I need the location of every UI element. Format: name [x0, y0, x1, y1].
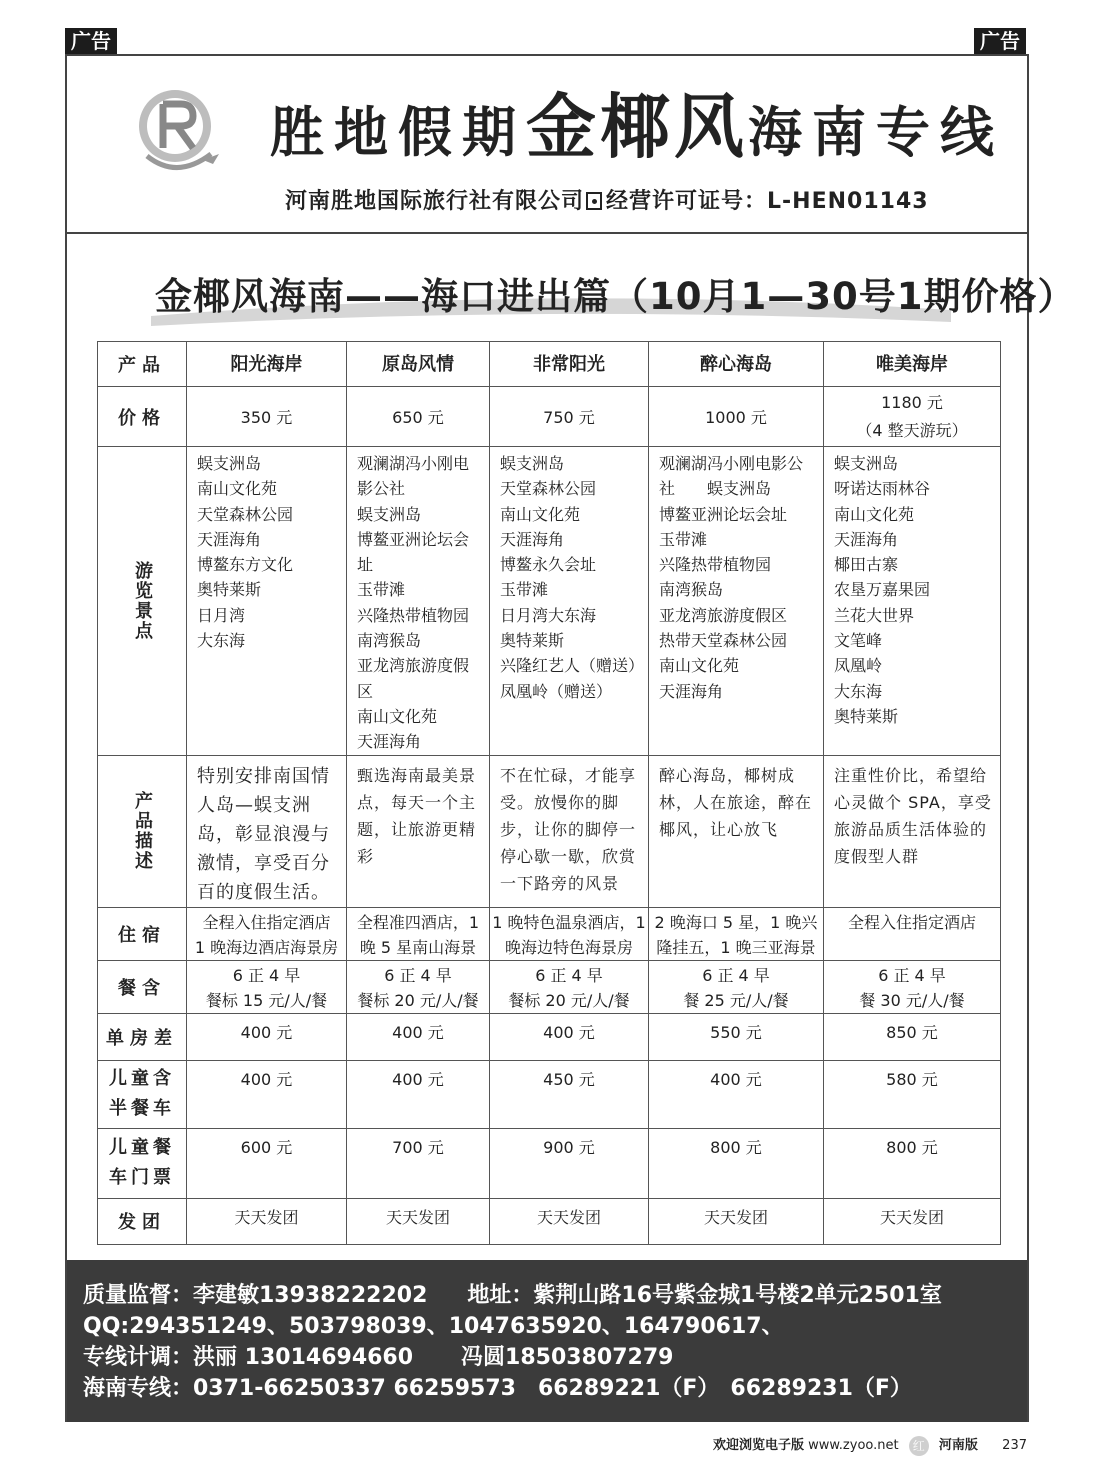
travel-agency-logo-icon [133, 80, 223, 180]
spot-item: 兰花大世界 [834, 605, 915, 625]
spot-item: 博鳌永久会址 [500, 555, 597, 575]
row-label-child-meal: 儿童餐车门票 [98, 1128, 187, 1198]
meal-line: 6 正 4 早 [535, 965, 603, 985]
price-row [98, 387, 1001, 447]
spot-item: 社 蜈支洲岛 [659, 479, 772, 499]
single-room-row [98, 1013, 1001, 1060]
spot-item: 南湾猴岛 [357, 631, 422, 651]
spot-item: 亚龙湾旅游度假 [357, 656, 470, 676]
spot-item: 玉带滩 [500, 580, 549, 600]
spot-item: 农垦万嘉果园 [834, 580, 931, 600]
license-number: 经营许可证号：L-HEN01143 [606, 189, 929, 214]
spot-item: 兴隆热带植物园 [659, 555, 772, 575]
hotel-line: 1 晚海边酒店海景房 [194, 937, 339, 957]
child-half-cell: 400 元 [649, 1060, 824, 1128]
spot-item: 奥特莱斯 [834, 706, 899, 726]
hotel-line: 全程入住指定酒店 [847, 912, 976, 932]
spot-item: 蜈支洲岛 [357, 504, 422, 524]
spot-item: 凤凰岭（赠送） [500, 681, 613, 701]
description-row [98, 755, 1001, 907]
spot-item: 观澜湖冯小刚电 [357, 454, 470, 473]
price-cell: 1000 元 [649, 387, 824, 447]
brand-title-post: 海南专线 [748, 101, 1004, 164]
description-cell: 不在忙碌，才能享受。放慢你的脚步，让你的脚停一停心歇一歇，欣赏一下路旁的风景 [490, 755, 649, 907]
row-label-meal: 餐含 [98, 960, 187, 1013]
product-name: 醉心海岛 [649, 342, 824, 387]
hotel-line: 隆挂五，1 晚三亚海景 [656, 937, 816, 957]
corner-label: 产品 [98, 342, 187, 387]
description-cell: 特别安排南国情人岛—蜈支洲岛，彰显浪漫与激情，享受百分百的度假生活。 [187, 755, 347, 907]
single-room-cell: 850 元 [824, 1013, 1001, 1060]
hotel-cell [824, 907, 1001, 960]
edition-label: 河南版 [938, 1438, 978, 1453]
price-table [97, 341, 1001, 1245]
spot-item: 蜈支洲岛 [834, 454, 899, 473]
brand-title-pre: 胜地假期 [270, 101, 526, 164]
child-half-cell: 400 元 [347, 1060, 490, 1128]
meal-line: 餐标 20 元/人/餐 [508, 990, 630, 1010]
spot-item: 天涯海角 [659, 681, 724, 701]
spot-item: 天堂森林公园 [500, 479, 597, 499]
footer-line-1 [83, 1280, 1027, 1311]
hotel-line: 晚海边特色海景房 [504, 937, 633, 957]
meal-cell [490, 960, 649, 1013]
depart-cell: 天天发团 [347, 1198, 490, 1244]
child-meal-cell: 800 元 [649, 1128, 824, 1198]
depart-cell: 天天发团 [490, 1198, 649, 1244]
price-value: 1180 元 [881, 392, 943, 412]
spots-cell [649, 447, 824, 756]
hotel-line: 1 晚特色温泉酒店，1 [492, 912, 646, 932]
brand-title [270, 84, 1004, 170]
depart-cell: 天天发团 [649, 1198, 824, 1244]
spot-item: 兴隆红艺人（赠送） [500, 656, 645, 676]
depart-cell: 天天发团 [824, 1198, 1001, 1244]
meal-cell [824, 960, 1001, 1013]
subtitle-block [151, 260, 1076, 322]
spot-item: 博鳌亚洲论坛会址 [659, 504, 788, 524]
spot-item: 兴隆热带植物园 [357, 605, 470, 625]
header [67, 56, 1027, 234]
spot-item: 日月湾 [197, 605, 246, 625]
spot-item: 蜈支洲岛 [500, 454, 565, 473]
spot-item: 址 [357, 555, 374, 575]
child-meal-cell: 600 元 [187, 1128, 347, 1198]
spot-item: 大东海 [197, 631, 246, 651]
product-name: 非常阳光 [490, 342, 649, 387]
ad-label-right: 广告 [974, 28, 1026, 54]
spot-item: 南湾猴岛 [659, 580, 724, 600]
child-half-cell: 450 元 [490, 1060, 649, 1128]
spot-item: 文笔峰 [834, 631, 883, 651]
planner-2: 冯圆18503807279 [461, 1345, 674, 1370]
child-half-cell: 580 元 [824, 1060, 1001, 1128]
meal-cell [347, 960, 490, 1013]
row-label-desc [98, 755, 187, 907]
spot-item: 玉带滩 [659, 529, 708, 549]
license-icon [586, 192, 602, 210]
row-label-single: 单房差 [98, 1013, 187, 1060]
spot-item: 凤凰岭 [834, 656, 883, 676]
brand-title-accent: 金椰风 [526, 85, 748, 168]
contact-footer [67, 1260, 1027, 1422]
single-room-cell: 400 元 [347, 1013, 490, 1060]
child-meal-cell: 800 元 [824, 1128, 1001, 1198]
page-number: 237 [1002, 1438, 1027, 1453]
row-label-depart: 发团 [98, 1198, 187, 1244]
spot-item: 蜈支洲岛 [197, 454, 262, 473]
spot-item: 南山文化苑 [197, 479, 278, 499]
row-label-spots-text: 游览景点 [132, 560, 153, 641]
price-cell: 650 元 [347, 387, 490, 447]
spot-item: 椰田古寨 [834, 555, 899, 575]
meal-line: 餐 25 元/人/餐 [683, 990, 789, 1010]
child-meal-row [98, 1128, 1001, 1198]
meal-line: 6 正 4 早 [702, 965, 770, 985]
meal-line: 6 正 4 早 [384, 965, 452, 985]
hotel-row [98, 907, 1001, 960]
spot-item: 影公社 [357, 479, 406, 499]
single-room-cell: 550 元 [649, 1013, 824, 1060]
meal-row [98, 960, 1001, 1013]
child-meal-cell: 900 元 [490, 1128, 649, 1198]
spots-row [98, 447, 1001, 756]
spot-item: 南山文化苑 [500, 504, 581, 524]
single-room-cell: 400 元 [187, 1013, 347, 1060]
spot-item: 呀诺达雨林谷 [834, 479, 931, 499]
footer-line-3 [83, 1342, 1027, 1373]
spot-item: 亚龙湾旅游度假区 [659, 605, 788, 625]
row-label-hotel: 住宿 [98, 907, 187, 960]
quality-supervisor: 质量监督：李建敏13938222202 [83, 1283, 428, 1308]
office-address: 地址：紫荆山路16号紫金城1号楼2单元2501室 [467, 1283, 942, 1308]
row-label-price: 价格 [98, 387, 187, 447]
product-name: 唯美海岸 [824, 342, 1001, 387]
page-subtitle: 金椰风海南——海口进出篇（10月1—30号1期价格） [155, 275, 1076, 318]
spots-cell [187, 447, 347, 756]
spot-item: 大东海 [834, 681, 883, 701]
hotel-cell [187, 907, 347, 960]
hotel-cell [347, 907, 490, 960]
spots-cell [824, 447, 1001, 756]
meal-cell [649, 960, 824, 1013]
hotel-line: 2 晚海口 5 星，1 晚兴 [654, 912, 818, 932]
product-name: 原岛风情 [347, 342, 490, 387]
description-cell: 醉心海岛，椰树成林，人在旅途，醉在椰风，让心放飞 [649, 755, 824, 907]
spot-item: 奥特莱斯 [197, 580, 262, 600]
planner-1: 专线计调：洪丽 13014694660 [83, 1345, 414, 1370]
child-half-cell: 400 元 [187, 1060, 347, 1128]
spot-item: 观澜湖冯小刚电影公 [659, 454, 804, 473]
spot-item: 热带天堂森林公园 [659, 631, 788, 651]
row-label-spots [98, 447, 187, 756]
meal-line: 6 正 4 早 [878, 965, 946, 985]
product-header-row [98, 342, 1001, 387]
depart-cell: 天天发团 [187, 1198, 347, 1244]
meal-cell [187, 960, 347, 1013]
row-label-desc-text: 产品描述 [132, 791, 153, 872]
spots-cell [490, 447, 649, 756]
company-name: 河南胜地国际旅行社有限公司 [285, 189, 585, 214]
company-line [285, 184, 929, 215]
spot-item: 区 [357, 681, 374, 701]
qq-numbers: QQ:294351249、503798039、1047635920、164790617、 [83, 1314, 784, 1339]
spot-item: 南山文化苑 [659, 656, 740, 676]
meal-line: 餐 30 元/人/餐 [859, 990, 965, 1010]
description-cell: 注重性价比，希望给心灵做个 SPA，享受旅游品质生活体验的度假型人群 [824, 755, 1001, 907]
spot-item: 南山文化苑 [357, 706, 438, 726]
meal-line: 餐标 20 元/人/餐 [357, 990, 479, 1010]
description-cell: 甄选海南最美景点，每天一个主题，让旅游更精彩 [347, 755, 490, 907]
spot-item: 南山文化苑 [834, 504, 915, 524]
hotline-numbers: 海南专线：0371-66250337 66259573 66289221（F） 66289231（F） [83, 1376, 912, 1401]
spot-item: 奥特莱斯 [500, 631, 565, 651]
welcome-text: 欢迎浏览电子版 [712, 1438, 804, 1453]
page-bottom-bar [713, 1434, 1027, 1456]
row-label-child-half: 儿童含半餐车 [98, 1060, 187, 1128]
meal-line: 6 正 4 早 [232, 965, 301, 985]
hotel-line: 晚 5 星南山海景 [359, 937, 477, 957]
spot-item: 日月湾大东海 [500, 605, 597, 625]
hotel-line: 全程准四酒店，1 [356, 912, 480, 932]
single-room-cell: 400 元 [490, 1013, 649, 1060]
product-name: 阳光海岸 [187, 342, 347, 387]
advertisement-frame [65, 54, 1076, 1422]
depart-row [98, 1198, 1001, 1244]
spot-item: 玉带滩 [357, 580, 406, 600]
spot-item: 天涯海角 [197, 529, 262, 549]
hotel-cell [490, 907, 649, 960]
red-badge-icon: 红 [909, 1436, 929, 1456]
spot-item: 博鳌东方文化 [197, 555, 294, 575]
spot-item: 博鳌亚洲论坛会 [357, 529, 470, 549]
hotel-line: 全程入住指定酒店 [202, 912, 331, 932]
price-cell [824, 387, 1001, 447]
child-meal-cell: 700 元 [347, 1128, 490, 1198]
spots-cell [347, 447, 490, 756]
spot-item: 天堂森林公园 [197, 504, 294, 524]
ad-label-left: 广告 [65, 28, 117, 54]
spot-item: 天涯海角 [500, 529, 565, 549]
price-cell: 750 元 [490, 387, 649, 447]
price-cell: 350 元 [187, 387, 347, 447]
meal-line: 餐标 15 元/人/餐 [205, 990, 328, 1010]
child-half-row [98, 1060, 1001, 1128]
spot-item: 天涯海角 [357, 732, 422, 752]
price-note: （4 整天游玩） [856, 420, 968, 440]
hotel-cell [649, 907, 824, 960]
spot-item: 天涯海角 [834, 529, 899, 549]
site-link[interactable]: www.zyoo.net [808, 1438, 899, 1453]
